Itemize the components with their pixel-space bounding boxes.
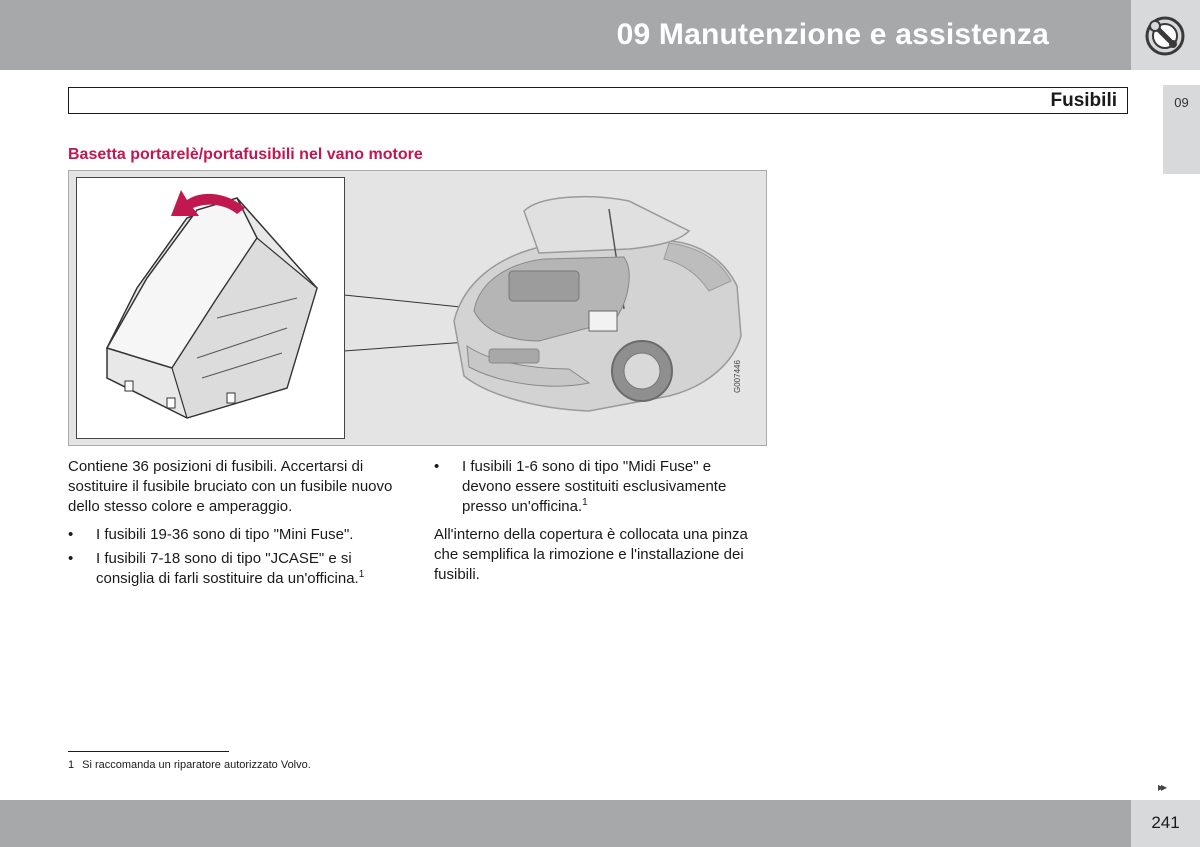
list-item bbox=[434, 457, 764, 517]
bullet-text: I fusibili 7-18 sono di tipo "JCASE" e si consiglia di farli sostituire da un'officina. bbox=[96, 550, 359, 587]
chapter-icon-box bbox=[1131, 0, 1200, 70]
bullet-icon: • bbox=[68, 550, 74, 567]
double-arrow-right-icon[interactable]: ▸▸ bbox=[1158, 780, 1165, 794]
chapter-title: 09 Manutenzione e assistenza bbox=[616, 18, 1049, 51]
section-bar bbox=[68, 87, 1128, 114]
list-item bbox=[68, 525, 398, 545]
header-band bbox=[0, 0, 1131, 70]
chapter-side-tab bbox=[1163, 85, 1200, 174]
side-tab-label: 09 bbox=[1174, 95, 1189, 110]
footer-band bbox=[0, 800, 1131, 847]
info-paragraph: All'interno della copertura è collocata una pinza che semplifica la rimozione e l'installazione dei fusibili. bbox=[434, 526, 748, 583]
figure-code: G007446 bbox=[733, 360, 742, 393]
footnote-ref: 1 bbox=[582, 497, 588, 508]
footnote-text: Si raccomanda un riparatore autorizzato Volvo. bbox=[82, 759, 311, 771]
wrench-gear-icon bbox=[1143, 14, 1187, 58]
bullet-text: I fusibili 19-36 sono di tipo "Mini Fuse". bbox=[96, 526, 354, 543]
page-number-box bbox=[1131, 800, 1200, 847]
fuse-box-cover-icon bbox=[77, 178, 344, 438]
bullet-text: I fusibili 1-6 sono di tipo "Midi Fuse" e devono essere sostituiti esclusivamente presso un'officina. bbox=[462, 458, 727, 515]
bullet-icon: • bbox=[434, 458, 440, 475]
footnote-rule bbox=[68, 751, 229, 752]
left-column bbox=[68, 457, 398, 593]
intro-paragraph: Contiene 36 posizioni di fusibili. Accertarsi di sostituire il fusibile bruciato con un fusibile nuovo dello stesso colore e amperaggio. bbox=[68, 458, 393, 515]
footnote-ref: 1 bbox=[358, 569, 365, 580]
list-item bbox=[68, 549, 398, 589]
page-number: 241 bbox=[1151, 813, 1180, 832]
illustration-figure bbox=[68, 170, 767, 446]
fuse-box-inset bbox=[76, 177, 345, 439]
bullet-icon: • bbox=[68, 526, 74, 543]
subheading: Basetta portarelè/portafusibili nel vano motore bbox=[68, 146, 423, 163]
footnote bbox=[68, 759, 311, 771]
footnote-number: 1 bbox=[68, 759, 75, 771]
section-title: Fusibili bbox=[1050, 90, 1117, 111]
right-column bbox=[434, 457, 764, 593]
